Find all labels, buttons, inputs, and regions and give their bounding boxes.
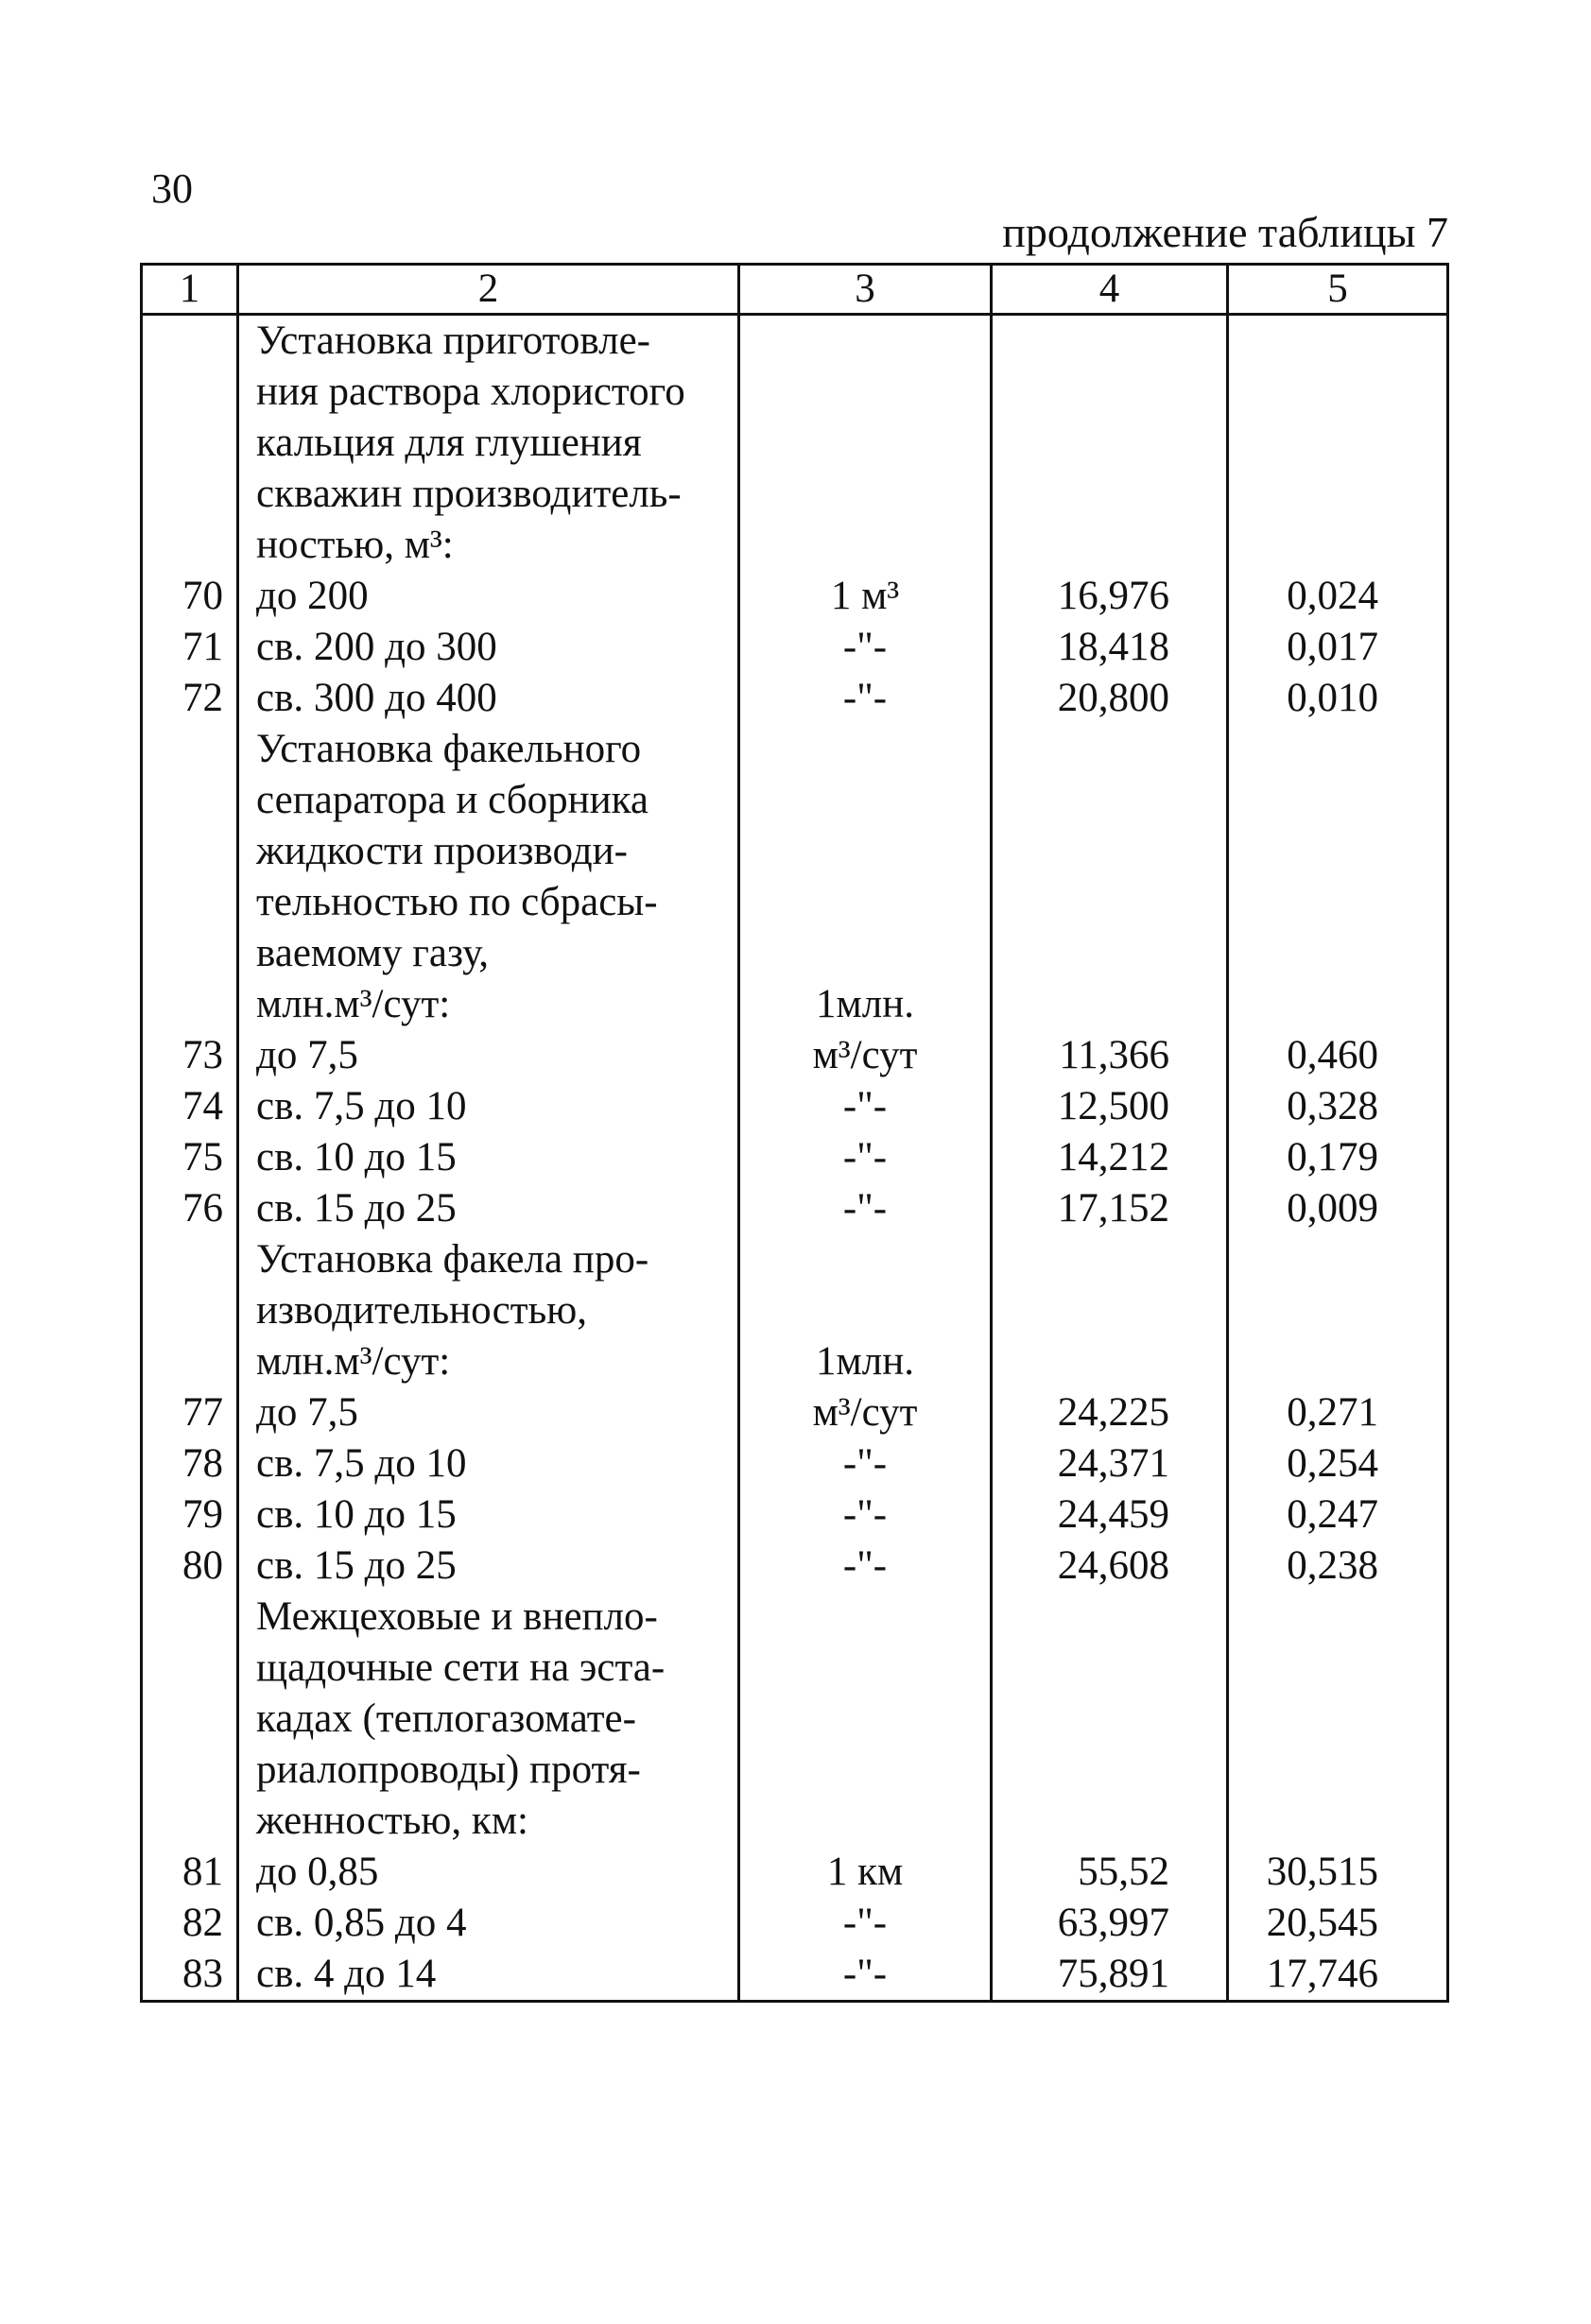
norms-table	[140, 263, 1449, 2003]
row-name-text: св. 10 до 15	[256, 1492, 457, 1537]
row-name-text: св. 10 до 15	[256, 1135, 457, 1179]
table-row	[142, 1898, 1448, 1949]
row-name-text: до 0,85	[256, 1850, 379, 1894]
row-number-text: 76	[182, 1186, 223, 1231]
row-unit-cell	[739, 622, 992, 673]
row-unit-text: -"-	[842, 625, 888, 669]
row-value-col4-text: 75,891	[1057, 1952, 1169, 1996]
table-row	[142, 1847, 1448, 1898]
row-value-col4-cell	[992, 1183, 1228, 1234]
row-value-col5-text: 0,247	[1287, 1492, 1378, 1537]
row-unit-cell	[739, 1438, 992, 1489]
row-number-cell	[142, 724, 238, 1030]
row-value-col5-text: 0,271	[1287, 1390, 1378, 1435]
row-number-text: 83	[182, 1952, 223, 1996]
row-name-cell	[238, 622, 739, 673]
row-value-col5-cell	[1228, 1183, 1448, 1234]
row-name-cell	[238, 1132, 739, 1183]
row-value-col4-text: 11,366	[1059, 1033, 1169, 1077]
row-unit-cell	[739, 724, 992, 1030]
row-value-col4-text: 55,52	[1078, 1850, 1169, 1894]
row-number-cell	[142, 1387, 238, 1438]
row-unit-cell	[739, 571, 992, 622]
row-number-text: 77	[182, 1390, 223, 1435]
row-name-cell	[238, 1234, 739, 1387]
row-name-cell	[238, 1183, 739, 1234]
row-value-col5-cell	[1228, 724, 1448, 1030]
row-value-col5-text: 0,010	[1287, 676, 1378, 720]
table-section-row	[142, 1592, 1448, 1847]
row-value-col4-text: 12,500	[1057, 1084, 1169, 1128]
row-value-col4-text: 24,608	[1057, 1543, 1169, 1588]
row-value-col4-cell	[992, 315, 1228, 572]
row-name-cell	[238, 1489, 739, 1541]
table-body	[142, 315, 1448, 2002]
row-value-col4-cell	[992, 622, 1228, 673]
row-number-cell	[142, 1949, 238, 2002]
row-name-cell	[238, 1387, 739, 1438]
row-value-col4-cell	[992, 1081, 1228, 1132]
row-name-cell	[238, 1438, 739, 1489]
row-name-text: Установка факельного сепаратора и сборника жидкости производи- тельностью по сбрасы- ваемому газу, млн.м³/сут:	[256, 727, 658, 1026]
row-value-col4-cell	[992, 1847, 1228, 1898]
row-unit-cell	[739, 1847, 992, 1898]
row-name-text: Межцеховые и внепло- щадочные сети на эста- кадах (теплогазомате- риалопроводы) протя- женностью, км:	[256, 1594, 666, 1843]
row-name-text: св. 7,5 до 10	[256, 1084, 467, 1128]
row-value-col5-cell	[1228, 1132, 1448, 1183]
row-number-text: 79	[182, 1492, 223, 1537]
row-value-col4-cell	[992, 1030, 1228, 1081]
table-row	[142, 1132, 1448, 1183]
row-unit-text: -"-	[842, 1186, 888, 1231]
column-header-2: 2	[238, 265, 739, 315]
row-unit-cell	[739, 1183, 992, 1234]
row-value-col5-cell	[1228, 571, 1448, 622]
row-number-text: 73	[182, 1033, 223, 1077]
row-name-text: до 200	[256, 574, 369, 618]
row-name-cell	[238, 571, 739, 622]
row-unit-cell	[739, 1898, 992, 1949]
row-unit-text: -"-	[842, 676, 888, 720]
row-unit-cell	[739, 315, 992, 572]
row-number-cell	[142, 1132, 238, 1183]
row-name-text: св. 15 до 25	[256, 1186, 457, 1231]
table-caption: продолжение таблицы 7	[1002, 208, 1448, 256]
row-name-cell	[238, 1081, 739, 1132]
row-unit-cell	[739, 1234, 992, 1387]
row-value-col5-cell	[1228, 1592, 1448, 1847]
row-value-col5-text: 0,328	[1287, 1084, 1378, 1128]
row-value-col4-text: 16,976	[1057, 574, 1169, 618]
row-value-col4-text: 24,371	[1057, 1441, 1169, 1486]
column-header-1: 1	[142, 265, 238, 315]
row-value-col4-text: 63,997	[1057, 1901, 1169, 1945]
row-number-cell	[142, 1489, 238, 1541]
row-name-text: до 7,5	[256, 1033, 358, 1077]
row-number-text: 80	[182, 1543, 223, 1588]
row-value-col4-cell	[992, 1489, 1228, 1541]
row-name-text: св. 7,5 до 10	[256, 1441, 467, 1486]
table-row	[142, 1949, 1448, 2002]
row-value-col4-cell	[992, 673, 1228, 724]
row-number-cell	[142, 1847, 238, 1898]
row-number-cell	[142, 315, 238, 572]
row-number-text: 75	[182, 1135, 223, 1179]
row-number-text: 72	[182, 676, 223, 720]
table-row	[142, 1183, 1448, 1234]
row-value-col5-cell	[1228, 1847, 1448, 1898]
table-row	[142, 1030, 1448, 1081]
row-number-text: 71	[182, 625, 223, 669]
row-number-cell	[142, 1234, 238, 1387]
row-name-text: св. 15 до 25	[256, 1543, 457, 1588]
row-number-cell	[142, 1898, 238, 1949]
row-value-col4-text: 14,212	[1057, 1135, 1169, 1179]
row-number-cell	[142, 1592, 238, 1847]
row-value-col4-text: 24,459	[1057, 1492, 1169, 1537]
row-name-text: св. 200 до 300	[256, 625, 497, 669]
table-section-row	[142, 724, 1448, 1030]
row-name-cell	[238, 1949, 739, 2002]
row-number-text: 82	[182, 1901, 223, 1945]
row-name-cell	[238, 1592, 739, 1847]
row-unit-cell	[739, 673, 992, 724]
row-value-col4-text: 20,800	[1057, 676, 1169, 720]
row-unit-text: -"-	[842, 1492, 888, 1537]
row-unit-text: м³/сут	[812, 1390, 918, 1435]
row-name-cell	[238, 315, 739, 572]
row-value-col5-cell	[1228, 1387, 1448, 1438]
row-number-text: 74	[182, 1084, 223, 1128]
table-row	[142, 673, 1448, 724]
row-unit-text: 1млн.	[816, 1339, 914, 1384]
row-value-col5-text: 0,179	[1287, 1135, 1378, 1179]
row-unit-text: -"-	[842, 1084, 888, 1128]
row-unit-text: -"-	[842, 1441, 888, 1486]
row-number-cell	[142, 673, 238, 724]
row-value-col5-text: 0,009	[1287, 1186, 1378, 1231]
row-unit-text: 1 км	[826, 1850, 904, 1894]
row-unit-cell	[739, 1592, 992, 1847]
row-name-cell	[238, 673, 739, 724]
table-row	[142, 1489, 1448, 1541]
row-unit-text: -"-	[842, 1543, 888, 1588]
table-row	[142, 1541, 1448, 1592]
row-value-col5-text: 30,515	[1266, 1850, 1378, 1894]
table-row	[142, 1438, 1448, 1489]
row-value-col4-cell	[992, 1234, 1228, 1387]
row-number-cell	[142, 1030, 238, 1081]
row-name-text: св. 0,85 до 4	[256, 1901, 467, 1945]
row-value-col5-cell	[1228, 1030, 1448, 1081]
row-value-col4-cell	[992, 571, 1228, 622]
row-unit-cell	[739, 1489, 992, 1541]
row-value-col5-cell	[1228, 1949, 1448, 2002]
row-unit-cell	[739, 1030, 992, 1081]
row-name-text: Установка приготовле- ния раствора хлористого кальция для глушения скважин производитель- ностью, м³:	[256, 318, 685, 567]
row-value-col4-cell	[992, 1592, 1228, 1847]
row-value-col5-cell	[1228, 622, 1448, 673]
row-name-text: св. 4 до 14	[256, 1952, 437, 1996]
row-number-text: 70	[182, 574, 223, 618]
row-name-text: Установка факела про- изводительностью, млн.м³/сут:	[256, 1237, 649, 1384]
row-name-text: св. 300 до 400	[256, 676, 497, 720]
row-value-col4-cell	[992, 1898, 1228, 1949]
column-header-5: 5	[1228, 265, 1448, 315]
table-row	[142, 1081, 1448, 1132]
row-unit-text: 1млн.	[816, 982, 914, 1026]
row-number-text: 81	[182, 1850, 223, 1894]
row-number-cell	[142, 1541, 238, 1592]
row-number-cell	[142, 1438, 238, 1489]
row-number-cell	[142, 571, 238, 622]
page-number: 30	[151, 165, 193, 212]
row-unit-text: 1 м³	[830, 574, 900, 618]
row-unit-text: -"-	[842, 1135, 888, 1179]
row-value-col4-text: 18,418	[1057, 625, 1169, 669]
row-unit-cell	[739, 1541, 992, 1592]
row-name-cell	[238, 724, 739, 1030]
row-value-col5-text: 0,254	[1287, 1441, 1378, 1486]
row-number-cell	[142, 1183, 238, 1234]
row-value-col4-text: 24,225	[1057, 1390, 1169, 1435]
table-container	[140, 263, 1446, 2003]
table-row	[142, 1387, 1448, 1438]
row-unit-cell	[739, 1387, 992, 1438]
row-number-cell	[142, 622, 238, 673]
row-value-col5-text: 0,017	[1287, 625, 1378, 669]
column-header-4: 4	[992, 265, 1228, 315]
table-section-row	[142, 315, 1448, 572]
row-value-col5-cell	[1228, 1438, 1448, 1489]
row-unit-text: м³/сут	[812, 1033, 918, 1077]
row-value-col5-text: 20,545	[1266, 1901, 1378, 1945]
table-header-row	[142, 265, 1448, 315]
row-name-cell	[238, 1898, 739, 1949]
row-number-cell	[142, 1081, 238, 1132]
row-unit-cell	[739, 1949, 992, 2002]
row-value-col4-cell	[992, 1132, 1228, 1183]
row-value-col5-cell	[1228, 315, 1448, 572]
row-unit-cell	[739, 1132, 992, 1183]
row-unit-cell	[739, 1081, 992, 1132]
row-value-col5-cell	[1228, 1234, 1448, 1387]
row-unit-text: -"-	[842, 1901, 888, 1945]
table-row	[142, 622, 1448, 673]
table-section-row	[142, 1234, 1448, 1387]
row-value-col5-cell	[1228, 1081, 1448, 1132]
row-value-col5-text: 17,746	[1266, 1952, 1378, 1996]
row-value-col5-text: 0,238	[1287, 1543, 1378, 1588]
row-value-col4-cell	[992, 724, 1228, 1030]
row-value-col5-cell	[1228, 1898, 1448, 1949]
row-name-cell	[238, 1847, 739, 1898]
table-row	[142, 571, 1448, 622]
row-value-col5-text: 0,024	[1287, 574, 1378, 618]
row-name-cell	[238, 1541, 739, 1592]
row-value-col4-text: 17,152	[1057, 1186, 1169, 1231]
row-unit-text: -"-	[842, 1952, 888, 1996]
row-name-text: до 7,5	[256, 1390, 358, 1435]
row-value-col5-cell	[1228, 1541, 1448, 1592]
row-value-col4-cell	[992, 1541, 1228, 1592]
row-value-col4-cell	[992, 1949, 1228, 2002]
row-value-col5-cell	[1228, 673, 1448, 724]
row-value-col5-text: 0,460	[1287, 1033, 1378, 1077]
row-value-col5-cell	[1228, 1489, 1448, 1541]
row-value-col4-cell	[992, 1387, 1228, 1438]
row-name-cell	[238, 1030, 739, 1081]
row-number-text: 78	[182, 1441, 223, 1486]
row-value-col4-cell	[992, 1438, 1228, 1489]
column-header-3: 3	[739, 265, 992, 315]
